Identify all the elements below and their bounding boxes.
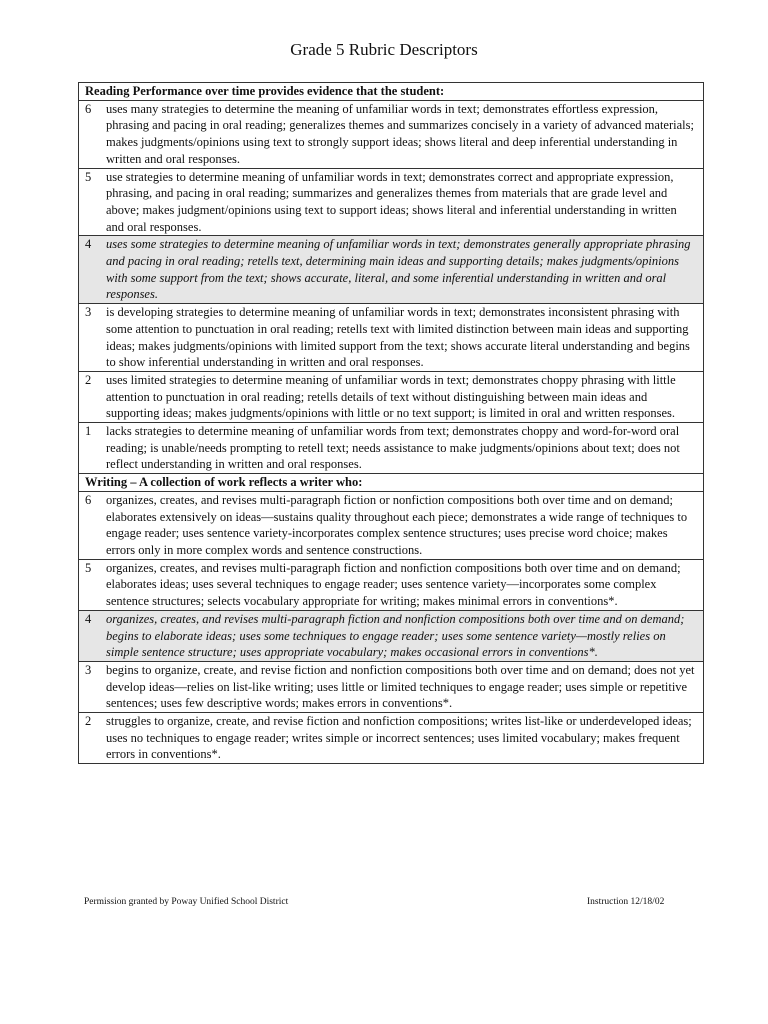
- rubric-row: [79, 713, 704, 764]
- rubric-row: [79, 661, 704, 712]
- score-label: 1: [85, 424, 92, 439]
- rubric-descriptor-cell: [79, 304, 704, 372]
- rubric-descriptor-cell: [79, 661, 704, 712]
- descriptor-text: begins to organize, create, and revise fiction and nonfiction compositions both over time and on demand; does not yet develop ideas—relies on list-like writing; uses little or limited techniques to engage reader; uses simple or repetitive sentences; uses few descriptive words; makes errors in conventions*.: [106, 662, 695, 711]
- rubric-descriptor-cell: [79, 559, 704, 610]
- section-heading-row: [79, 83, 704, 101]
- rubric-row: [79, 491, 704, 559]
- section-heading: Reading Performance over time provides evidence that the student:: [79, 83, 704, 101]
- rubric-row: [79, 423, 704, 474]
- rubric-descriptor-cell: [79, 371, 704, 422]
- rubric-descriptor-cell: [79, 610, 704, 661]
- rubric-row: [79, 168, 704, 236]
- score-label: 5: [85, 169, 92, 184]
- descriptor-text: organizes, creates, and revises multi-paragraph fiction and nonfiction compositions both over time and on demand; elaborates ideas; uses several techniques to engage reader; uses sentence variety—incorporates some complex sentence structures; selects vocabulary appropriate for writing; makes minimal errors in conventions*.: [106, 560, 681, 609]
- section-heading-row: [79, 474, 704, 492]
- score-label: 6: [85, 101, 92, 116]
- rubric-row: [79, 610, 704, 661]
- footer-permission: Permission granted by Poway Unified School District: [84, 897, 289, 907]
- descriptor-text: is developing strategies to determine meaning of unfamiliar words in text; demonstrates inconsistent phrasing with some attention to punctuation in oral reading; retells text with limited distinction between main ideas and supporting ideas; makes judgments/opinions with limited support from the text; shows accurate literal understanding and begins to show inferential understanding in written and oral responses.: [106, 305, 690, 370]
- rubric-row: [79, 236, 704, 304]
- rubric-descriptor-cell: [79, 713, 704, 764]
- descriptor-text: struggles to organize, create, and revise fiction and nonfiction compositions; writes list-like or underdeveloped ideas; uses no techniques to engage reader; writes simple or incorrect sentences; uses limited vocabulary; makes frequent errors in conventions*.: [106, 714, 692, 762]
- score-label: 2: [85, 714, 92, 729]
- rubric-descriptor-cell: [79, 236, 704, 304]
- score-label: 4: [85, 237, 92, 252]
- rubric-descriptor-cell: [79, 100, 704, 168]
- page-title: Grade 5 Rubric Descriptors: [290, 40, 478, 59]
- footer-instruction-date: Instruction 12/18/02: [587, 897, 665, 907]
- descriptor-text: uses many strategies to determine the meaning of unfamiliar words in text; demonstrates effortless expression, phrasing and pacing in oral reading; generalizes themes and summarizes concisely in a variety of advanced materials; makes judgments/opinions using text to strongly support ideas; shows literal and deep inferential understanding in written and oral responses.: [106, 101, 694, 166]
- rubric-row: [79, 371, 704, 422]
- rubric-row: [79, 559, 704, 610]
- descriptor-text: uses limited strategies to determine meaning of unfamiliar words in text; demonstrates choppy phrasing with little attention to punctuation in oral reading; retells details of text without distinguishing between main ideas and supporting ideas; makes judgments/opinions with little or no text support; is limited in oral and written responses.: [106, 372, 676, 421]
- score-label: 3: [85, 662, 92, 677]
- rubric-table: [78, 82, 704, 764]
- descriptor-text: use strategies to determine meaning of unfamiliar words in text; demonstrates correct and appropriate expression, phrasing, and pacing in oral reading; summarizes and generalizes themes from materials that are grade level and above; makes judgment/opinions using text to support ideas; shows literal and inferential understanding in written and oral responses.: [106, 169, 677, 234]
- descriptor-text: organizes, creates, and revises multi-paragraph fiction and nonfiction compositions both over time and on demand; begins to elaborate ideas; uses some techniques to engage reader; uses some sentence variety—mostly relies on simple sentence structure; uses appropriate vocabulary; makes occasional errors in conventions*.: [106, 611, 685, 660]
- rubric-descriptor-cell: [79, 491, 704, 559]
- score-label: 4: [85, 611, 92, 626]
- score-label: 5: [85, 560, 92, 575]
- rubric-descriptor-cell: [79, 423, 704, 474]
- score-label: 6: [85, 492, 92, 507]
- section-heading: Writing – A collection of work reflects a writer who:: [79, 474, 704, 492]
- rubric-row: [79, 304, 704, 372]
- rubric-descriptor-cell: [79, 168, 704, 236]
- descriptor-text: uses some strategies to determine meaning of unfamiliar words in text; demonstrates generally appropriate phrasing and pacing in oral reading; retells text, determining main ideas and supporting details; makes judgments/opinions with some support from the text; shows accurate, literal, and some inferential understanding in written and oral responses.: [106, 237, 691, 302]
- rubric-row: [79, 100, 704, 168]
- rubric-table-body: [79, 83, 704, 764]
- score-label: 2: [85, 372, 92, 387]
- descriptor-text: lacks strategies to determine meaning of unfamiliar words from text; demonstrates choppy and word-for-word oral reading; is unable/needs prompting to retell text; needs assistance to make judgments/opinions about text; does not reflect understanding in written and oral responses.: [106, 424, 680, 472]
- score-label: 3: [85, 305, 92, 320]
- descriptor-text: organizes, creates, and revises multi-paragraph fiction or nonfiction compositions both over time and on demand; elaborates extensively on ideas—sustains quality throughout each piece; demonstrates a wide range of techniques to engage reader; uses sentence variety-incorporates complex sentence structures; uses precise word choice; makes errors only in more complex words and sentence constructions.: [106, 492, 688, 557]
